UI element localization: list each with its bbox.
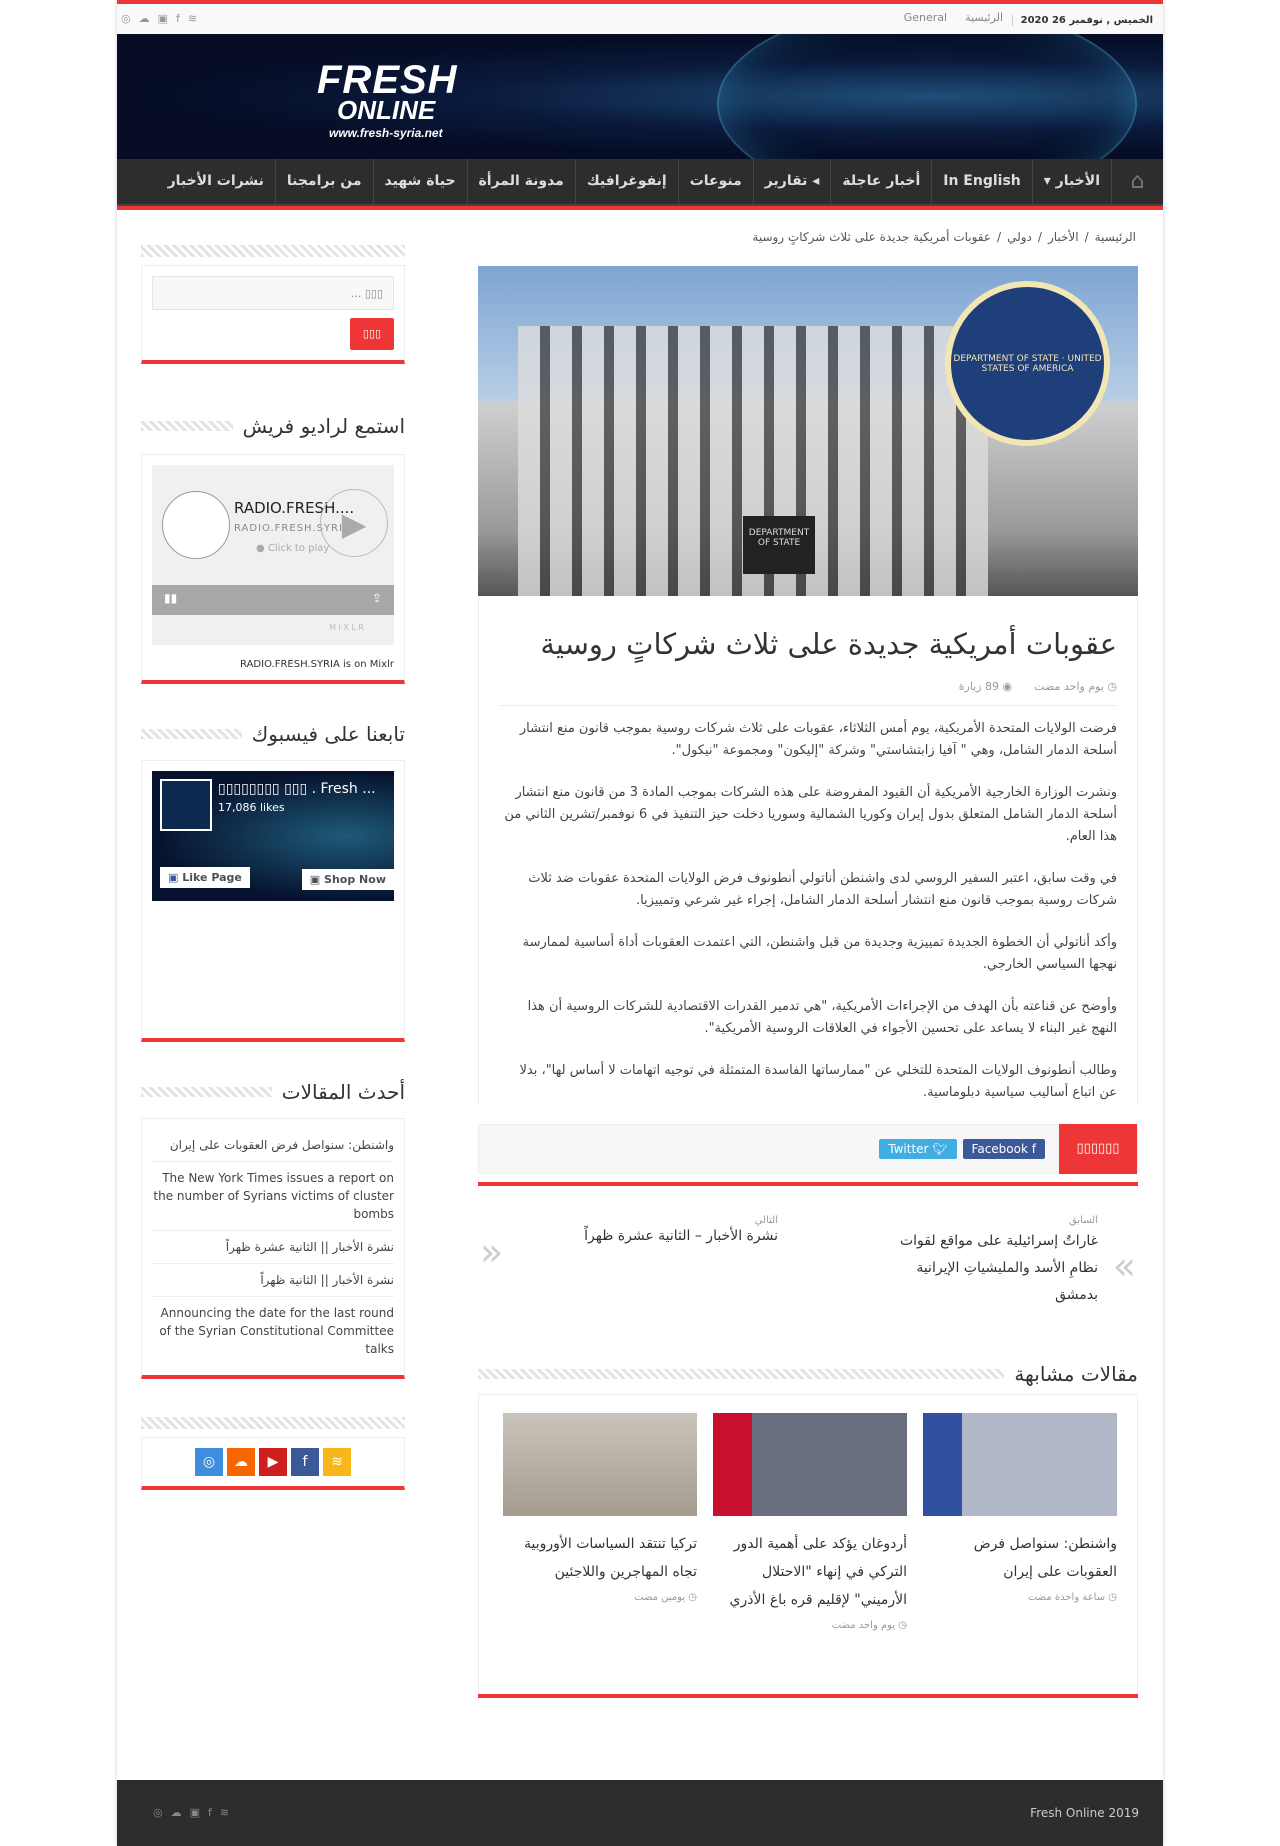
- recent-articles: [141, 1118, 405, 1379]
- facebook-title: تابعنا على فيسبوك: [251, 722, 405, 746]
- related-image: [923, 1413, 1117, 1516]
- facebook-widget: [141, 760, 405, 1042]
- facebook-icon: ▣: [168, 871, 179, 884]
- current-date: الخميس , نوفمبر 26 2020: [1012, 15, 1153, 26]
- site-logo[interactable]: [317, 58, 458, 140]
- article-meta: [499, 680, 1117, 706]
- stripe-divider: [141, 1417, 405, 1429]
- article-image: [478, 266, 1138, 596]
- footer-social: [153, 1806, 229, 1819]
- accent-bar: [478, 1694, 1138, 1698]
- chevron-right-icon[interactable]: »: [1112, 1243, 1136, 1288]
- search-button[interactable]: ▯▯▯: [350, 318, 394, 350]
- breadcrumb-news[interactable]: الأخبار: [1047, 230, 1079, 244]
- logo-online: ONLINE: [337, 95, 436, 125]
- share-facebook-button[interactable]: [963, 1139, 1045, 1159]
- radio-sub: RADIO.FRESH.SYRI...: [234, 523, 356, 534]
- youtube-icon[interactable]: ▶: [259, 1448, 287, 1476]
- nav-breaking[interactable]: أخبار عاجلة: [830, 159, 931, 204]
- facebook-icon[interactable]: f: [291, 1448, 319, 1476]
- related-image: [713, 1413, 907, 1516]
- previous-post-link[interactable]: [888, 1214, 1098, 1309]
- recent-article-link[interactable]: واشنطن: سنواصل فرض العقوبات على إيران: [152, 1129, 394, 1162]
- twitter-label: Twitter: [888, 1141, 929, 1156]
- related-card-title[interactable]: واشنطن: سنواصل فرض العقوبات على إيران: [973, 1535, 1117, 1580]
- radio-caption[interactable]: RADIO.FRESH.SYRIA is on Mixlr: [240, 659, 394, 670]
- logo-fresh: FRESH: [317, 58, 458, 102]
- paragraph: ونشرت الوزارة الخارجية الأمريكية أن القيود المفروضة على هذه الشركات بموجب المادة 3 من قانون منع انتشار أسلحة الدمار الشامل المتعلق بدول إيران وكوريا الشمالية وسوريا دخلت حيز التنفيذ في 6 نوفمبر/تشرين الثاني من هذا العام.: [504, 784, 1117, 844]
- social-widget: [141, 1437, 405, 1490]
- instagram-icon[interactable]: ◎: [121, 12, 131, 25]
- click-to-play[interactable]: ● Click to play: [256, 543, 330, 554]
- stripe-divider: [478, 1369, 1004, 1379]
- radio-title: استمع لراديو فريش: [242, 414, 405, 438]
- article-body: [499, 718, 1117, 1104]
- site-header: [117, 34, 1163, 159]
- article-time: يوم واحد مضت: [1034, 679, 1104, 693]
- instagram-icon[interactable]: ◎: [153, 1806, 163, 1819]
- article-title: عقوبات أمريكية جديدة على ثلاث شركاتٍ روسية: [540, 627, 1117, 661]
- share-bar: [478, 1124, 1138, 1174]
- youtube-icon[interactable]: ▣: [157, 12, 169, 25]
- soundcloud-icon[interactable]: ☁: [170, 1806, 182, 1819]
- breadcrumb-sep: /: [1084, 230, 1089, 244]
- department-sign: DEPARTMENT OF STATE: [743, 516, 815, 574]
- nav-martyr-life[interactable]: حياة شهيد: [373, 159, 467, 204]
- recent-article-link[interactable]: نشرة الأخبار || الثانية عشرة ظهراً: [152, 1231, 394, 1264]
- state-department-seal: DEPARTMENT OF STATE · UNITED STATES OF AMERICA: [945, 281, 1110, 446]
- related-card-date: ◷ يومين مضت: [634, 1591, 697, 1603]
- main-content: [478, 230, 1138, 1698]
- nav-misc[interactable]: منوعات: [678, 159, 753, 204]
- share-twitter-button[interactable]: [879, 1139, 956, 1159]
- radio-widget: [141, 454, 405, 684]
- breadcrumb-home[interactable]: الرئيسية: [1094, 230, 1136, 244]
- rss-icon[interactable]: ≋: [219, 1806, 230, 1819]
- top-social-links: [121, 12, 197, 25]
- next-title: نشرة الأخبار – الثانية عشرة ظهراً: [584, 1227, 778, 1244]
- paragraph: في وقت سابق، اعتبر السفير الروسي لدى واشنطن أناتولي أنطونوف فرض الولايات المتحدة عقوبات ضد ثلاث شركات روسية بموجب قانون منع انتشار أسلحة الدمار الشامل، إجراء غير شرعي وتمييزيا.: [528, 870, 1117, 908]
- facebook-icon[interactable]: f: [176, 12, 180, 25]
- recent-article-link[interactable]: نشرة الأخبار || الثانية ظهراً: [152, 1264, 394, 1297]
- home-icon[interactable]: ⌂: [1111, 159, 1163, 204]
- recent-article-link[interactable]: The New York Times issues a report on the number of Syrians victims of cluster bombs: [152, 1162, 394, 1231]
- mixlr-logo: M I X L R: [329, 623, 364, 632]
- youtube-icon[interactable]: ▣: [189, 1806, 201, 1819]
- breadcrumb-intl[interactable]: دولي: [1007, 230, 1032, 244]
- paragraph: فرضت الولايات المتحدة الأمريكية، يوم أمس الثلاثاء، عقوبات على ثلاث شركات روسية بموجب قانون منع انتشار أسلحة الدمار الشامل، وهي " آفيا زابتشاستي" وشركة "إليكون" ومجموعة "نيكول".: [519, 720, 1117, 758]
- recent-header: [141, 1072, 405, 1112]
- share-icon[interactable]: ⇪: [371, 591, 382, 605]
- play-button[interactable]: ▶: [320, 489, 388, 557]
- rss-icon[interactable]: ≋: [187, 12, 198, 25]
- sidebar: [141, 245, 405, 1490]
- related-title: مقالات مشابهة: [1014, 1361, 1138, 1386]
- equalizer-icon[interactable]: ▮▮: [164, 591, 178, 605]
- related-card-title[interactable]: تركيا تنتقد السياسات الأوروبية تجاه المهاجرين واللاجئين: [524, 1535, 697, 1580]
- breadcrumb: [478, 230, 1138, 266]
- related-header: [478, 1354, 1138, 1394]
- related-image: [503, 1413, 697, 1516]
- radio-header: [141, 406, 405, 446]
- page: [117, 0, 1163, 1846]
- share-label: ▯▯▯▯▯▯: [1059, 1124, 1137, 1174]
- stripe-divider: [141, 1087, 272, 1097]
- twitter-icon: 🐦︎: [932, 1141, 948, 1156]
- facebook-header: [141, 714, 405, 754]
- next-post-link[interactable]: [518, 1214, 778, 1244]
- stripe-divider: [141, 245, 405, 257]
- nav-accent-bar: [117, 204, 1163, 210]
- nav-english[interactable]: In English: [931, 159, 1032, 204]
- nav-reports[interactable]: ◂ تقارير: [753, 159, 831, 204]
- related-card-date: ◷ ساعة واحدة مضت: [1027, 1591, 1117, 1603]
- prev-title: غاراتٌ إسرائيلية على مواقع لقوات نظامِ الأسد والمليشياتِ الإيرانية بدمشق: [899, 1232, 1098, 1303]
- soundcloud-icon[interactable]: ☁: [138, 12, 150, 25]
- recent-title: أحدث المقالات: [281, 1080, 405, 1104]
- top-links: [904, 11, 1003, 24]
- nav-infographic[interactable]: إنفوغرافيك: [575, 159, 678, 204]
- article-views: 89 زيارة: [958, 679, 1000, 693]
- page-likes: 17,086 likes: [218, 801, 285, 814]
- chevron-left-icon[interactable]: «: [480, 1229, 504, 1274]
- nav-programs[interactable]: من برامجنا: [275, 159, 373, 204]
- mixlr-player: [152, 465, 394, 645]
- page-name[interactable]: ▯▯▯▯▯▯▯▯ ▯▯▯ . Fresh ...: [218, 781, 376, 797]
- paragraph: وأكد أناتولي أن الخطوة الجديدة تمييزية وجديدة من قبل واشنطن، التي اعتمدت العقوبات أداة أساسية لممارسة نهجها السياسي الخارجي.: [522, 934, 1117, 972]
- related-card[interactable]: [923, 1413, 1117, 1674]
- search-input[interactable]: ▯▯▯ ...: [152, 276, 394, 310]
- facebook-label: Facebook: [971, 1141, 1028, 1156]
- paragraph: وأوضح عن قناعته بأن الهدف من الإجراءات الأمريكية، "هي تدمير القدرات الاقتصادية للشركات الروسية أن هذا النهج غير البناء لا يساعد على تحسين الأجواء في العلاقات الروسية الأمريكية".: [527, 998, 1117, 1036]
- page-avatar[interactable]: [160, 779, 212, 831]
- related-card-title[interactable]: أردوغان يؤكد على أهمية الدور التركي في إنهاء "الاحتلال الأرميني" لإقليم قره باغ الأذري: [729, 1535, 907, 1608]
- breadcrumb-current: عقوبات أمريكية جديدة على ثلاث شركاتٍ روسية: [752, 230, 992, 244]
- clock-icon: ◷: [1103, 679, 1117, 693]
- breadcrumb-sep: /: [1037, 230, 1042, 244]
- post-navigation: [478, 1214, 1138, 1354]
- prev-label: السابق: [1069, 1214, 1098, 1226]
- nav-news[interactable]: الأخبار ▾: [1032, 159, 1111, 204]
- eye-icon: ◉: [999, 679, 1013, 693]
- next-label: التالي: [754, 1214, 778, 1226]
- logo-url: www.fresh-syria.net: [329, 126, 443, 140]
- stripe-divider: [141, 421, 233, 431]
- stripe-divider: [141, 729, 242, 739]
- related-articles: [478, 1394, 1138, 1694]
- recent-article-link[interactable]: Announcing the date for the last round of the Syrian Constitutional Committee talks: [159, 1306, 394, 1356]
- bag-icon: ▣: [309, 873, 321, 886]
- article: [478, 596, 1138, 1104]
- paragraph: وطالب أنطونوف الولايات المتحدة للتخلي عن "ممارساتها الفاسدة المتمثلة في توجيه اتهامات لا أساس لها"، بدلا عن اتباع أساليب سياسية دبلوماسية.: [519, 1062, 1117, 1100]
- nav-women-blog[interactable]: مدونة المرأة: [467, 159, 575, 204]
- related-card[interactable]: [713, 1413, 907, 1674]
- instagram-icon[interactable]: ◎: [195, 1448, 223, 1476]
- nav-bulletins[interactable]: نشرات الأخبار: [167, 173, 264, 189]
- copyright: Fresh Online 2019: [1030, 1806, 1139, 1820]
- related-card[interactable]: [503, 1413, 697, 1674]
- soundcloud-icon[interactable]: ☁: [227, 1448, 255, 1476]
- facebook-page-plugin: [152, 771, 394, 901]
- top-link-general[interactable]: General: [903, 11, 948, 24]
- footer: [117, 1780, 1163, 1846]
- facebook-icon: f: [1031, 1141, 1036, 1156]
- radio-logo: [162, 491, 230, 559]
- rss-icon[interactable]: ≋: [323, 1448, 351, 1476]
- breadcrumb-sep: /: [997, 230, 1002, 244]
- main-nav: [117, 159, 1163, 204]
- search-widget: [141, 265, 405, 364]
- shop-now-button[interactable]: ▣ Shop Now: [302, 869, 394, 890]
- related-card-date: ◷ يوم واحد مضت: [831, 1619, 907, 1631]
- top-bar: [117, 4, 1163, 34]
- globe-graphic: [717, 34, 1137, 159]
- facebook-icon[interactable]: f: [208, 1806, 212, 1819]
- top-link-home[interactable]: الرئيسية: [965, 11, 1003, 24]
- radio-name: RADIO.FRESH....: [234, 499, 355, 517]
- player-controls: [152, 585, 394, 615]
- accent-bar: [478, 1182, 1138, 1186]
- like-page-button[interactable]: ▣ Like Page: [160, 867, 250, 888]
